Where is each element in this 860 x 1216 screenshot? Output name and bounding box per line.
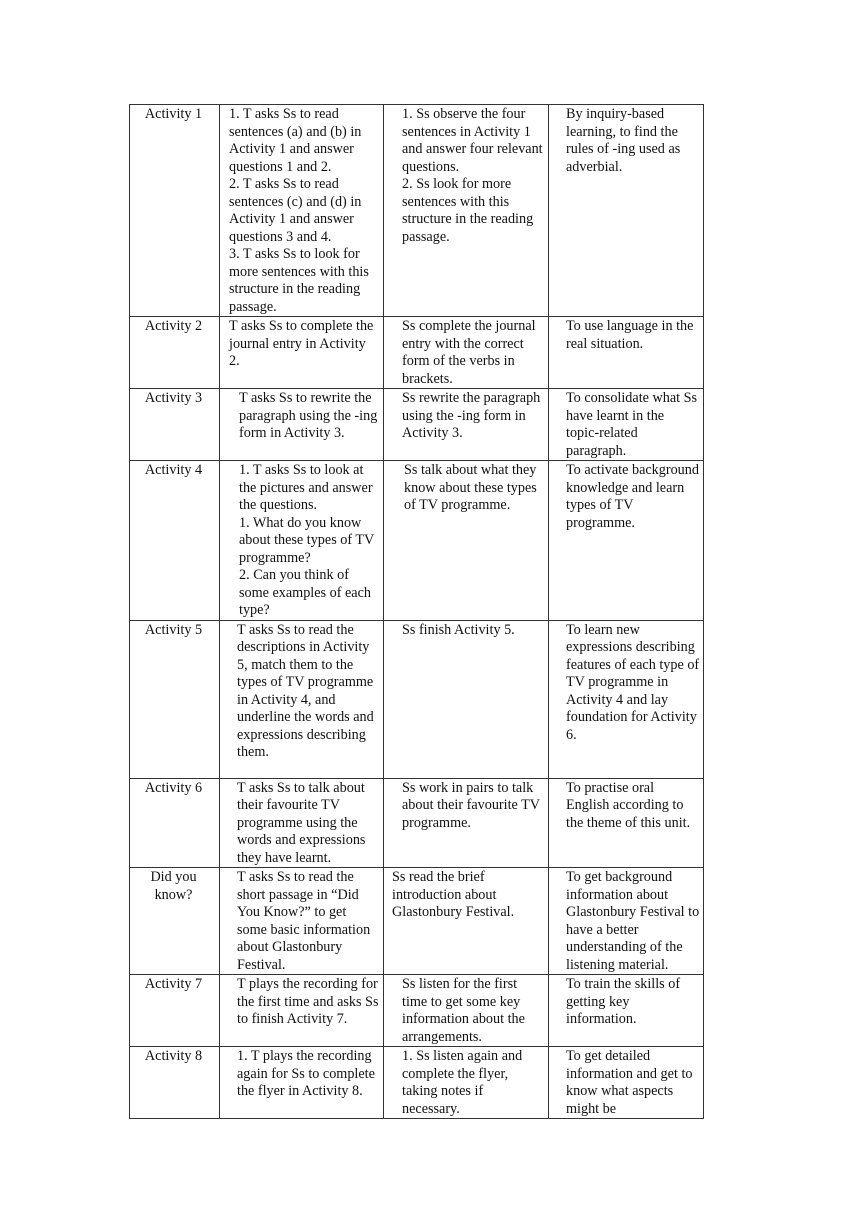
activity-name-cell: Activity 1 — [130, 105, 220, 317]
activity-name-cell: Activity 4 — [130, 461, 220, 621]
activity-name-cell: Did you know? — [130, 868, 220, 975]
purpose-cell: To train the skills of getting key information. — [549, 975, 704, 1047]
purpose-cell: To get background information about Glastonbury Festival to have a better understanding of the listening material. — [549, 868, 704, 975]
teacher-activity-cell: T plays the recording for the first time and asks Ss to finish Activity 7. — [220, 975, 384, 1047]
teacher-activity-cell: T asks Ss to read the descriptions in Activity 5, match them to the types of TV programme in Activity 4, and underline the words and expressions describing them. — [220, 620, 384, 778]
student-activity-cell: Ss read the brief introduction about Glastonbury Festival. — [384, 868, 549, 975]
student-activity-cell: Ss work in pairs to talk about their favourite TV programme. — [384, 778, 549, 868]
student-activity-cell: Ss talk about what they know about these types of TV programme. — [384, 461, 549, 621]
activity-name-cell: Activity 8 — [130, 1047, 220, 1119]
table-row — [130, 105, 704, 317]
table-row — [130, 1047, 704, 1119]
teacher-activity-cell: T asks Ss to rewrite the paragraph using the -ing form in Activity 3. — [220, 389, 384, 461]
student-activity-cell: Ss finish Activity 5. — [384, 620, 549, 778]
activity-name-cell: Activity 6 — [130, 778, 220, 868]
teacher-activity-cell: 1. T asks Ss to read sentences (a) and (b) in Activity 1 and answer questions 1 and 2. 2. T asks Ss to read sentences (c) and (d) in Activity 1 and answer questions 3 and 4. 3. T asks Ss to look for more sentences with this structure in the reading passage. — [220, 105, 384, 317]
activity-name-cell: Activity 7 — [130, 975, 220, 1047]
activity-name-cell: Activity 3 — [130, 389, 220, 461]
activity-name-cell: Activity 5 — [130, 620, 220, 778]
student-activity-cell: Ss listen for the first time to get some key information about the arrangements. — [384, 975, 549, 1047]
lesson-plan-table — [129, 104, 704, 1119]
teacher-activity-cell: T asks Ss to read the short passage in “Did You Know?” to get some basic information about Glastonbury Festival. — [220, 868, 384, 975]
teacher-activity-cell: 1. T asks Ss to look at the pictures and answer the questions. 1. What do you know about these types of TV programme? 2. Can you think of some examples of each type? — [220, 461, 384, 621]
purpose-cell: To activate background knowledge and learn types of TV programme. — [549, 461, 704, 621]
table-row — [130, 975, 704, 1047]
student-activity-cell: Ss rewrite the paragraph using the -ing form in Activity 3. — [384, 389, 549, 461]
purpose-cell: To practise oral English according to the theme of this unit. — [549, 778, 704, 868]
table-row — [130, 868, 704, 975]
student-activity-cell: 1. Ss listen again and complete the flyer, taking notes if necessary. — [384, 1047, 549, 1119]
purpose-cell: To learn new expressions describing features of each type of TV programme in Activity 4 and lay foundation for Activity 6. — [549, 620, 704, 778]
table-row — [130, 389, 704, 461]
purpose-cell: To consolidate what Ss have learnt in the topic-related paragraph. — [549, 389, 704, 461]
purpose-cell: By inquiry-based learning, to find the rules of -ing used as adverbial. — [549, 105, 704, 317]
table-row — [130, 461, 704, 621]
teacher-activity-cell: T asks Ss to complete the journal entry in Activity 2. — [220, 317, 384, 389]
activity-name-cell: Activity 2 — [130, 317, 220, 389]
purpose-cell: To use language in the real situation. — [549, 317, 704, 389]
student-activity-cell: Ss complete the journal entry with the correct form of the verbs in brackets. — [384, 317, 549, 389]
purpose-cell: To get detailed information and get to know what aspects might be — [549, 1047, 704, 1119]
table-row — [130, 317, 704, 389]
teacher-activity-cell: 1. T plays the recording again for Ss to complete the flyer in Activity 8. — [220, 1047, 384, 1119]
table-row — [130, 620, 704, 778]
table-row — [130, 778, 704, 868]
student-activity-cell: 1. Ss observe the four sentences in Activity 1 and answer four relevant questions. 2. Ss look for more sentences with this structure in the reading passage. — [384, 105, 549, 317]
teacher-activity-cell: T asks Ss to talk about their favourite TV programme using the words and expressions they have learnt. — [220, 778, 384, 868]
